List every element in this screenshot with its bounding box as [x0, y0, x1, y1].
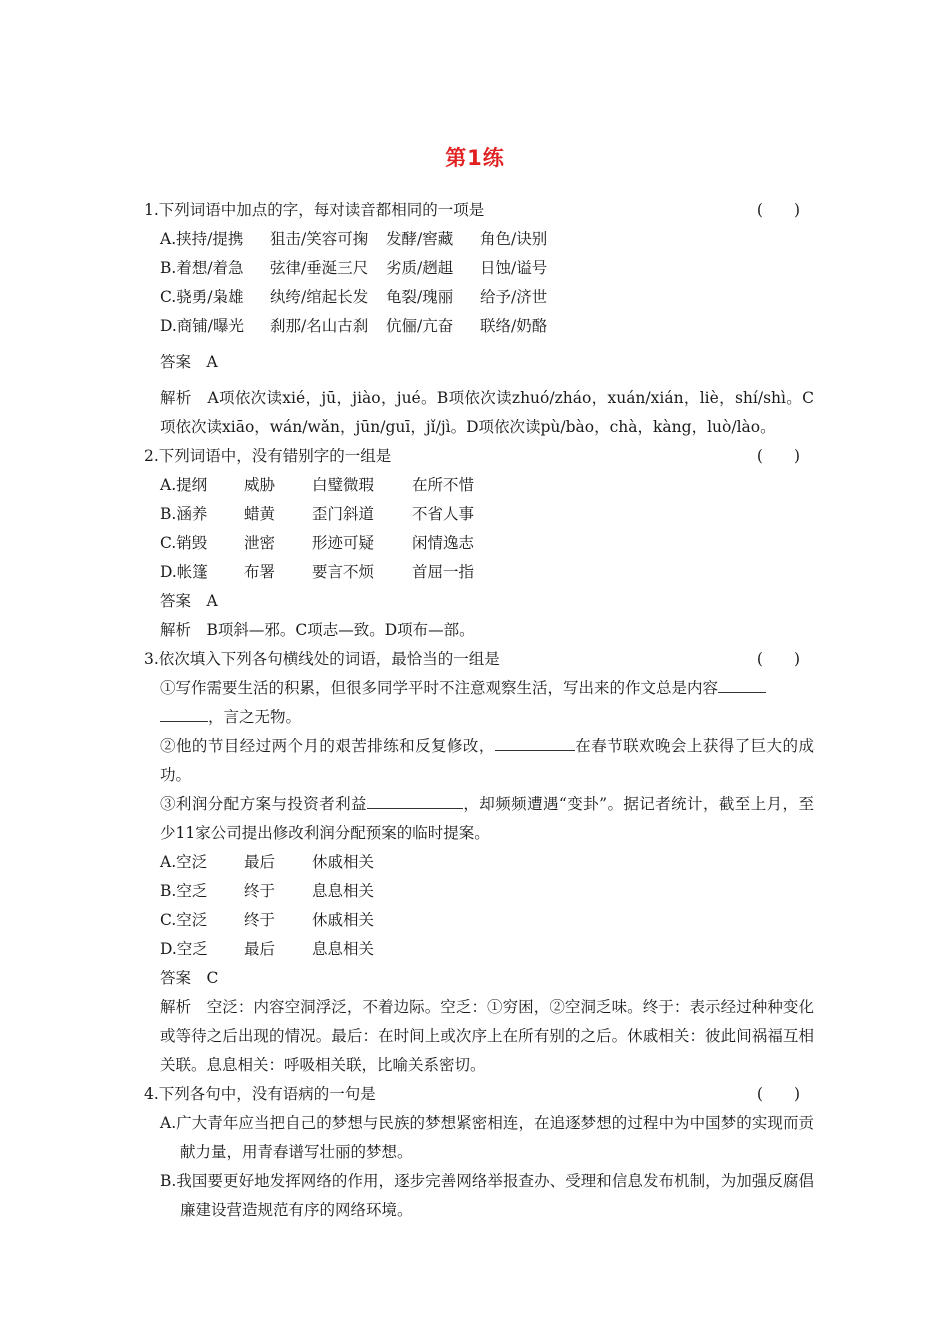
- answer-parenthesis: ( ): [756, 201, 800, 219]
- explanation: 解析 B项斜—邪。C项志—致。D项布—部。: [160, 621, 475, 639]
- answer: 答案 A: [160, 353, 218, 371]
- page-title: 第1练: [445, 146, 505, 170]
- question-stem: 3.依次填入下列各句横线处的词语，最恰当的一组是: [144, 650, 500, 668]
- sentence-1: [144, 674, 814, 732]
- option-cell: 白璧微瑕: [312, 476, 375, 494]
- option-cell: 息息相关: [312, 940, 375, 958]
- sentence-2: [144, 732, 814, 790]
- option-cell: D.空乏: [160, 940, 208, 958]
- option-cell: C.销毁: [160, 534, 208, 552]
- answer-parenthesis: ( ): [756, 447, 800, 465]
- option-cell: D.帐篷: [160, 563, 208, 581]
- question-3: [144, 645, 814, 1080]
- option-cell: 休戚相关: [312, 853, 375, 871]
- answer: 答案 C: [160, 969, 219, 987]
- option-cell: 刹那/名山古刹: [270, 317, 369, 335]
- sentence-text: 在春节联欢晚会上获得了巨大的成功。: [160, 737, 814, 784]
- option-cell: 纨绔/绾起长发: [270, 288, 369, 306]
- answer: 答案 A: [160, 592, 218, 610]
- option-a: [160, 471, 814, 500]
- explanation: 解析 空泛：内容空洞浮泛，不着边际。空乏：①穷困，②空洞乏味。终于：表示经过种种变化或等待之后出现的情况。最后：在时间上或次序上在所有别的之后。休戚相关：彼此间祸福互相关联。息息相关：呼吸相关联，比喻关系密切。: [160, 998, 814, 1074]
- option-d: [160, 558, 814, 587]
- sentence-3: [144, 790, 814, 848]
- option-d: [160, 935, 814, 964]
- option-cell: 最后: [244, 853, 276, 871]
- option-cell: D.商铺/曝光: [160, 317, 245, 335]
- fill-blank: [495, 732, 575, 751]
- exercise-content: [144, 196, 814, 1225]
- option-a: A.广大青年应当把自己的梦想与民族的梦想紧密相连，在追逐梦想的过程中为中国梦的实现而贡献力量，用青春谱写壮丽的梦想。: [160, 1114, 814, 1161]
- option-cell: 终于: [244, 882, 276, 900]
- question-stem: 4.下列各句中，没有语病的一句是: [144, 1085, 376, 1103]
- option-cell: 终于: [244, 911, 276, 929]
- option-cell: 弦律/垂涎三尺: [270, 259, 369, 277]
- option-cell: 形迹可疑: [312, 534, 375, 552]
- answer-parenthesis: ( ): [756, 1085, 800, 1103]
- explanation: 解析 A项依次读xié，jū，jiào，jué。B项依次读zhuó/zháo，xuán/xián，liè，shí/shì。C项依次读xiāo，wán/wǎn，jūn/guī，jǐ/jì。D项依次读pù/bào，chà，kàng，luò/lào。: [160, 389, 814, 436]
- options-list: [144, 225, 814, 341]
- option-cell: 休戚相关: [312, 911, 375, 929]
- option-cell: 不省人事: [412, 505, 475, 523]
- option-cell: 给予/济世: [480, 288, 548, 306]
- option-cell: B.空乏: [160, 882, 208, 900]
- option-cell: 首屈一指: [412, 563, 475, 581]
- option-b: [160, 500, 814, 529]
- option-cell: 闲情逸志: [412, 534, 475, 552]
- option-cell: 联络/奶酪: [480, 317, 548, 335]
- option-cell: B.着想/着急: [160, 259, 244, 277]
- fill-blank: [718, 674, 766, 693]
- fill-blank: [367, 790, 463, 809]
- question-stem: 2.下列词语中，没有错别字的一组是: [144, 447, 392, 465]
- sentence-text: ①写作需要生活的积累，但很多同学平时不注意观察生活，写出来的作文总是内容: [160, 679, 719, 697]
- options-list: [144, 471, 814, 587]
- sentence-text: ③利润分配方案与投资者利益: [160, 795, 367, 813]
- option-cell: C.骁勇/枭雄: [160, 288, 244, 306]
- option-cell: 日蚀/谥号: [480, 259, 548, 277]
- option-b: [160, 254, 814, 283]
- options-list: [144, 848, 814, 964]
- sentence-text: ，言之无物。: [208, 708, 302, 726]
- option-cell: C.空泛: [160, 911, 208, 929]
- option-c: [160, 906, 814, 935]
- question-1: [144, 196, 814, 442]
- question-stem: 1.下列词语中加点的字，每对读音都相同的一项是: [144, 201, 485, 219]
- option-cell: 伉俪/亢奋: [386, 317, 454, 335]
- option-cell: 狙击/笑容可掬: [270, 230, 369, 248]
- option-cell: 泄密: [244, 534, 276, 552]
- question-2: [144, 442, 814, 645]
- option-cell: 要言不烦: [312, 563, 375, 581]
- question-4: [144, 1080, 814, 1225]
- sentence-text: ，却频频遭遇“变卦”。据记者统计，截至上月，至少11家公司提出修改利润分配预案的临时提案。: [160, 795, 814, 842]
- option-cell: 龟裂/瑰丽: [386, 288, 454, 306]
- option-a: [160, 848, 814, 877]
- option-c: [160, 283, 814, 312]
- sentence-text: ②他的节目经过两个月的艰苦排练和反复修改，: [160, 737, 495, 755]
- option-cell: 角色/诀别: [480, 230, 548, 248]
- option-cell: 在所不惜: [412, 476, 475, 494]
- option-c: [160, 529, 814, 558]
- option-cell: 息息相关: [312, 882, 375, 900]
- option-cell: 最后: [244, 940, 276, 958]
- answer-parenthesis: ( ): [756, 650, 800, 668]
- fill-blank: [160, 703, 208, 722]
- option-a: [160, 225, 814, 254]
- option-b: B.我国要更好地发挥网络的作用，逐步完善网络举报查办、受理和信息发布机制，为加强反腐倡廉建设营造规范有序的网络环境。: [160, 1172, 814, 1219]
- option-cell: A.挟持/提携: [160, 230, 244, 248]
- option-cell: 威胁: [244, 476, 276, 494]
- option-cell: 蜡黄: [244, 505, 276, 523]
- option-d: [160, 312, 814, 341]
- option-cell: A.提纲: [160, 476, 208, 494]
- option-cell: 发酵/窖藏: [386, 230, 454, 248]
- option-cell: 歪门斜道: [312, 505, 375, 523]
- option-cell: 布署: [244, 563, 276, 581]
- option-cell: A.空泛: [160, 853, 208, 871]
- option-cell: B.涵养: [160, 505, 208, 523]
- option-b: [160, 877, 814, 906]
- option-cell: 劣质/趔趄: [386, 259, 454, 277]
